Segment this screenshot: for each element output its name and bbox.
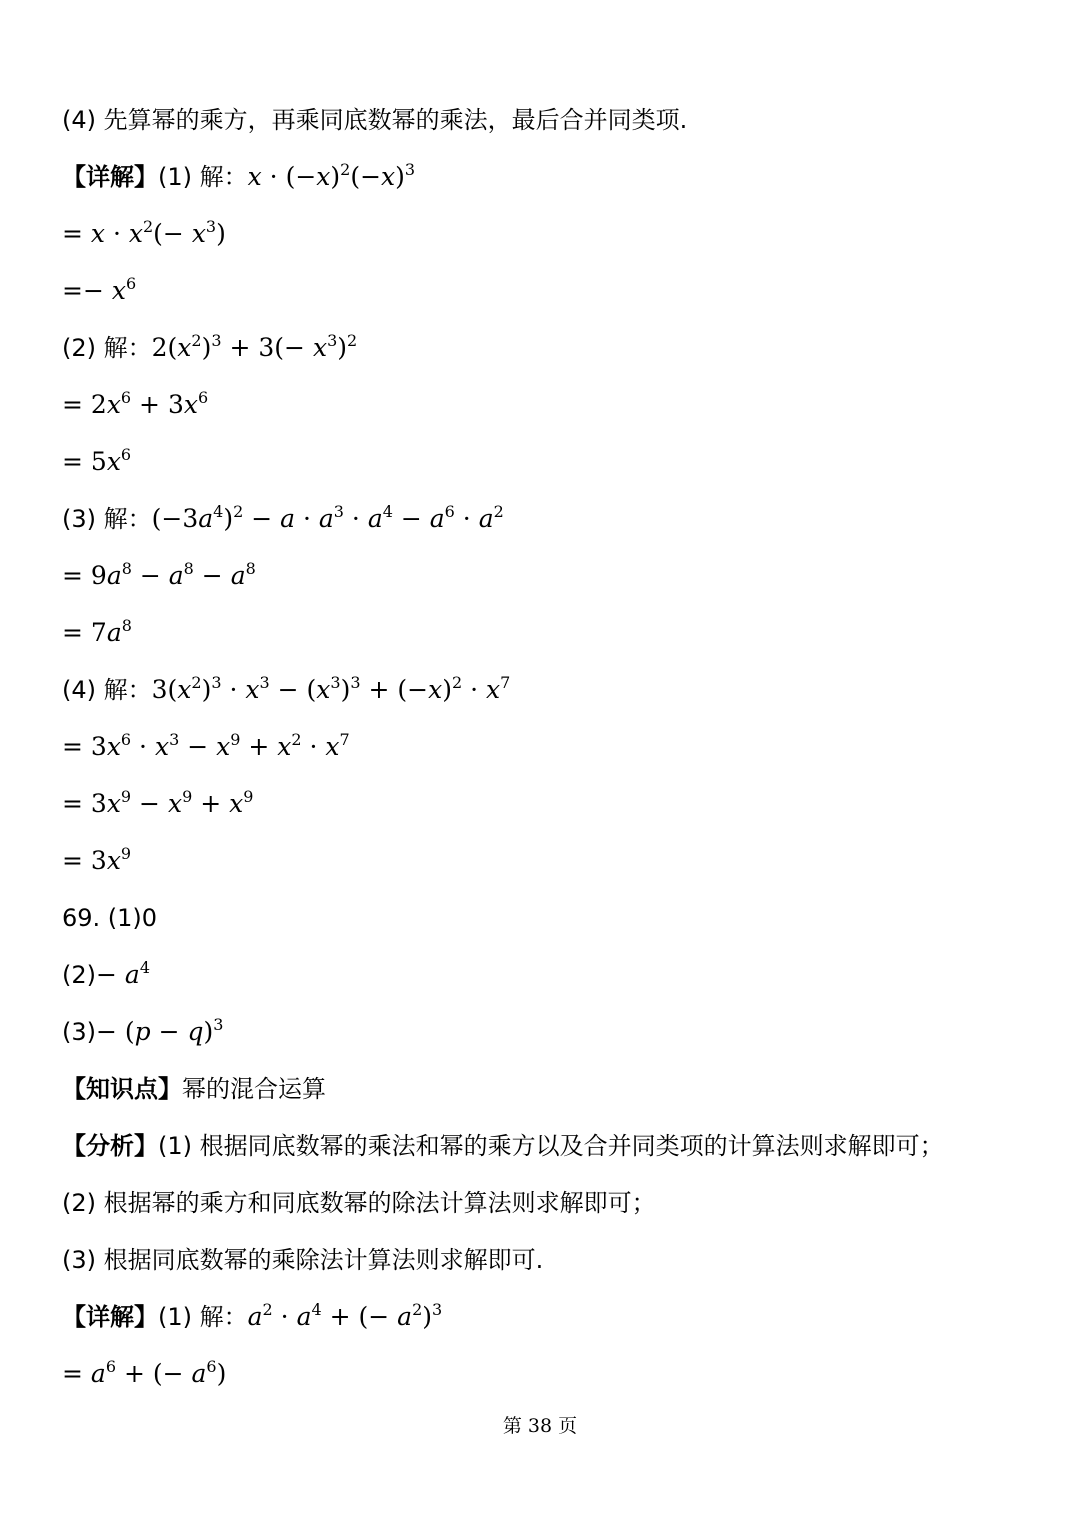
analysis-step-1: 【分析】(1) 根据同底数幂的乘法和幂的乘方以及合并同类项的计算法则求解即可； (62, 1132, 944, 1160)
math-expression: = $3x^9$ (62, 844, 132, 875)
math-expression: = $2x^6 + 3x^6$ (62, 388, 209, 419)
solution-4-header: (4) 解：$3(x^2)^3 \cdot x^3 - (x^3)^3 + (-x)^2 \cdot x^7$ (62, 673, 511, 704)
section-label: 【详解】 (62, 163, 158, 191)
solution-3-step-1 (62, 560, 256, 592)
knowledge-point: 【知识点】幂的混合运算 (62, 1075, 326, 1103)
solution-69-1-step-1 (62, 1358, 226, 1390)
solution-69-1-header: 【详解】(1) 解：$a^2 \cdot a^4$ + (− $a^2)^3$ (62, 1300, 443, 1331)
math-expression: $(-3a^4)^2 - a \cdot a^3 \cdot a^4 - a^6 \cdot a^2$ (151, 502, 504, 533)
math-expression: = $3x^9 - x^9 + x^9$ (62, 787, 254, 818)
solution-3-header: (3) 解：$(-3a^4)^2 - a \cdot a^3 \cdot a^4 - a^6 \cdot a^2$ (62, 502, 504, 533)
analysis-step-2: (2) 根据幂的乘方和同底数幂的除法计算法则求解即可； (62, 1189, 656, 1217)
solution-4-step-3 (62, 845, 131, 877)
page-number: 第 38 页 (502, 1415, 578, 1437)
math-expression: = $5x^6$ (62, 445, 132, 476)
question-69-answer-2: $(2)- a^4$ (62, 958, 150, 989)
solution-2-step-1 (62, 389, 208, 421)
math-expression: − $(p - q)^3$ (96, 1015, 224, 1046)
question-69-answer-1: 69. (1)0 (62, 904, 158, 932)
math-expression: − $a^4$ (96, 958, 150, 989)
solution-2-step-2 (62, 446, 131, 478)
solution-3-step-2 (62, 617, 132, 649)
section-label: 【详解】 (62, 1303, 158, 1331)
math-expression: = $7a^8$ (62, 616, 132, 647)
question-69-answer-3: $(3)- (p - q)^3$ (62, 1015, 224, 1046)
solution-4-step-1 (62, 731, 350, 763)
solution-4-step-2 (62, 788, 253, 820)
solution-2-header: (2) 解：$2(x^2)^3 + 3(- x^3)^2$ (62, 331, 358, 362)
math-expression: = $9a^8 - a^8 - a^8$ (62, 559, 256, 590)
analysis-step-4: (4) 先算幂的乘方，再乘同底数幂的乘法，最后合并同类项. (62, 106, 688, 134)
math-expression: $2(x^2)^3 + 3(- x^3)^2$ (151, 331, 358, 362)
math-expression: $a^2 \cdot a^4$ + (− $a^2)^3$ (247, 1300, 443, 1331)
math-expression: $x \cdot (-x)^2(-x)^3$ (247, 160, 416, 191)
math-expression: =− $x^6$ (62, 274, 137, 305)
math-expression: = $3x^6 \cdot x^3 - x^9 + x^2 \cdot x^7$ (62, 730, 350, 761)
math-expression: $3(x^2)^3 \cdot x^3 - (x^3)^3 + (-x)^2 \cdot x^7$ (151, 673, 511, 704)
section-label: 【知识点】 (62, 1075, 182, 1103)
solution-1-header: 【详解】(1) 解：$x \cdot (-x)^2(-x)^3$ (62, 160, 416, 191)
solution-1-step-2 (62, 275, 136, 307)
section-label: 【分析】 (62, 1132, 158, 1160)
math-expression: = $a^6$ + (− $a^6$) (62, 1357, 227, 1388)
analysis-step-3: (3) 根据同底数幂的乘除法计算法则求解即可. (62, 1246, 544, 1274)
math-expression: = $x \cdot x^2(- x^3)$ (62, 217, 226, 248)
solution-1-step-1 (62, 218, 226, 250)
